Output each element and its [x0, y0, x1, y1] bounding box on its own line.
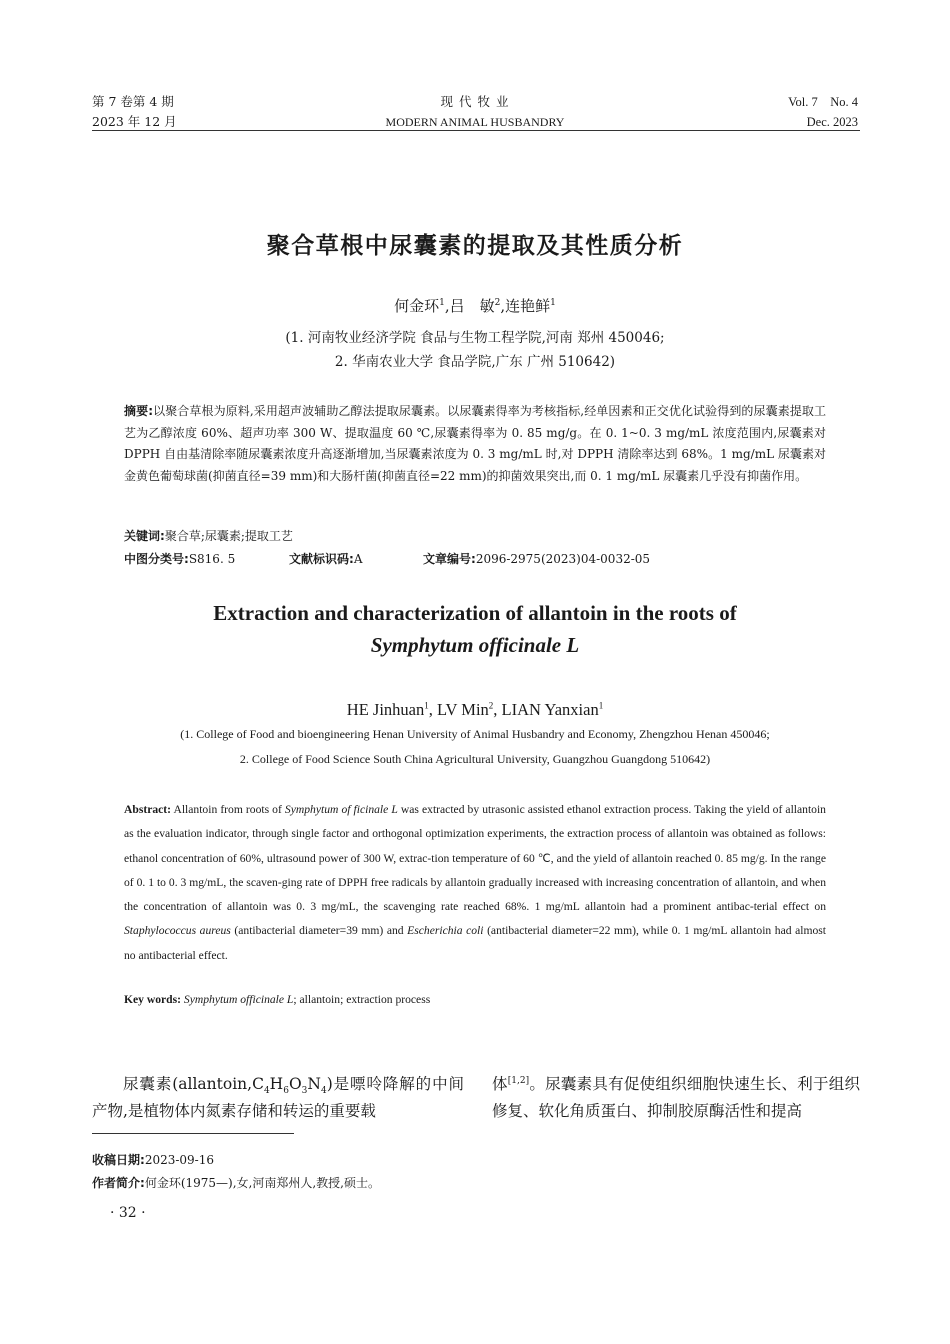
abstract-cn-label: 摘要: [124, 404, 153, 418]
author-name-en: LV Min [436, 700, 489, 719]
header-date-cn: 2023 年 12 月 [92, 114, 177, 129]
abstract-cn-text: 以聚合草根为原料,采用超声波辅助乙醇法提取尿囊素。以尿囊素得率为考核指标,经单因素和正交优化试验得到的尿囊素提取工艺为乙醇浓度 60%、超声功率 300 W、提取温度 60 ℃,尿囊素得率为 0. 85 mg/g。在 0. 1~0. 3 mg/mL 浓度范围内,尿囊素对 DPPH 自由基清除率随尿囊素浓度升高逐渐增加,当尿囊素浓度为 0. 3 mg/mL 时,对 DPPH 清除率达到 68%。1 mg/mL 尿囊素对金黄色葡萄球菌(抑菌直径=39 mm)和大肠杆菌(抑菌直径=22 mm)的抑菌效果突出,而 0. 1 mg/mL 尿囊素几乎没有抑菌作用。 [124, 404, 826, 483]
formula-element: N [307, 1075, 321, 1093]
keywords-en-label: Key words: [124, 993, 181, 1006]
formula-element: H [269, 1075, 284, 1093]
abstract-en-species: Escherichia coli [407, 924, 484, 938]
author-bio-label: 作者简介: [92, 1176, 145, 1190]
header-rule [92, 130, 860, 131]
abstract-en-text: was extracted by utrasonic assisted ethanol extraction process. Taking the yield of allantoin as the evaluation indicator, through single factor and orthogonal optimization experiments, the extraction process of allantoin was obtained as follows: ethanol concentration of 60%, ultrasound power of 300 W, extrac-tion temperature of 60 ℃, and the yield of allantoin reached 0. 85 mg/g. In the range of 0. 1 to 0. 3 mg/mL, the scaven-ging rate of DPPH free radicals by allantoin gradually increased with increasing concentration of allantoin, and when the concentration of allantoin was 0. 3 mg/mL, the scavenging rate reached 68%. 1 mg/mL allantoin had a prominent antibac-terial effect on [124, 803, 826, 914]
header-date-en: Dec. 2023 [806, 115, 858, 129]
abstract-en-text: (antibacterial diameter=39 mm) and [230, 924, 408, 938]
keywords-en [124, 993, 430, 1006]
title-en-line1: Extraction and characterization of allantoin in the roots of [213, 601, 737, 625]
formula-subscript: 4 [263, 1086, 270, 1097]
author-affil-mark-en: 2 [488, 700, 494, 711]
keywords-cn [124, 527, 293, 544]
formula-element: O [288, 1075, 302, 1093]
author-affil-mark-en: 1 [598, 700, 604, 711]
author-sep: , [444, 297, 450, 315]
author-name-en: HE Jinhuan [346, 700, 425, 719]
keywords-cn-text: 聚合草;尿囊素;提取工艺 [164, 529, 293, 543]
author-name: 连艳鲜 [505, 297, 551, 315]
abstract-en-species: Symphytum of ficinale L [284, 803, 398, 816]
author-name-en: LIAN Yanxian [501, 700, 599, 719]
keywords-cn-label: 关键词: [124, 529, 165, 543]
abstract-en-text: (antibacterial diameter=22 mm), while 0. 1 mg/mL allantoin had almost no antibacterial effect. [124, 924, 827, 962]
author-affil-mark: 1 [550, 298, 556, 308]
author-name: 吕 敏 [449, 297, 495, 315]
affiliation-en-1: (1. College of Food and bioengineering Henan University of Animal Husbandry and Economy, Zhengzhou Henan 450046; [180, 727, 770, 741]
affiliation-cn-1: (1. 河南牧业经济学院 食品与生物工程学院,河南 郑州 450046; [285, 330, 665, 346]
article-no-label: 文章编号: [423, 552, 476, 566]
author-affil-mark: 2 [494, 298, 501, 308]
formula-subscript: 4 [320, 1086, 327, 1097]
abstract-en-species: Staphylococcus aureus [124, 924, 231, 938]
abstract-en-label: Abstract: [124, 803, 172, 816]
title-cn: 聚合草根中尿囊素的提取及其性质分析 [266, 233, 684, 259]
author-name: 何金环 [394, 297, 440, 315]
doc-code-value: A [353, 552, 363, 566]
affiliation-en-2: 2. College of Food Science South China Agricultural University, Guangzhou Guangdong 510642) [239, 752, 711, 766]
body-column-left [92, 1071, 464, 1125]
header-volume-issue: 第 7 卷第 4 期 [92, 94, 174, 109]
footnote-rule [92, 1133, 294, 1134]
affiliation-cn-2: 2. 华南农业大学 食品学院,广东 广州 510642) [334, 354, 616, 370]
header-journal-cn: 现 代 牧 业 [440, 94, 510, 109]
classification-row [124, 550, 826, 567]
clc-label: 中图分类号: [124, 552, 189, 566]
clc-value: S816. 5 [188, 552, 236, 566]
footnote-author-bio [92, 1174, 380, 1191]
keywords-en-species: Symphytum officinale L [183, 993, 294, 1006]
keywords-en-rest: ; allantoin; extraction process [293, 993, 431, 1006]
body-column-right [492, 1071, 860, 1125]
doc-code-label: 文献标识码: [289, 552, 354, 566]
body-text: 尿囊素(allantoin,C [123, 1075, 264, 1093]
abstract-cn [124, 401, 826, 487]
authors-cn [0, 295, 950, 316]
author-affil-mark-en: 1 [424, 700, 429, 711]
body-text: 体 [492, 1075, 508, 1093]
received-date: 2023-09-16 [144, 1153, 214, 1167]
header-journal-en: MODERN ANIMAL HUSBANDRY [385, 115, 565, 129]
abstract-en-text: Allantoin from roots of [171, 803, 285, 816]
author-sep: , [500, 297, 506, 315]
title-en-line2: Symphytum officinale L [370, 633, 580, 657]
header-volume-en: Vol. 7 No. 4 [788, 95, 858, 109]
abstract-en [124, 798, 826, 968]
author-sep-en: , [493, 700, 502, 719]
footnote-received [92, 1151, 214, 1168]
body-text: 。尿囊素具有促使组织细胞快速生长、利于组织修复、软化角质蛋白、抑制胶原酶活性和提高 [492, 1075, 860, 1120]
author-sep-en: , [428, 700, 437, 719]
author-bio-text: 何金环(1975—),女,河南郑州人,教授,硕士。 [144, 1176, 380, 1190]
formula-subscript: 6 [283, 1086, 289, 1097]
authors-en [0, 700, 950, 720]
citation-ref: [1,2] [507, 1075, 530, 1086]
received-label: 收稿日期: [92, 1153, 145, 1167]
author-affil-mark: 1 [439, 298, 445, 308]
page-number: · 32 · [110, 1205, 146, 1221]
body-text: )是嘌呤降解的中间产物,是植物体内氮素存储和转运的重要载 [92, 1075, 464, 1120]
article-no-value: 2096-2975(2023)04-0032-05 [475, 552, 651, 566]
formula-subscript: 3 [301, 1086, 308, 1097]
